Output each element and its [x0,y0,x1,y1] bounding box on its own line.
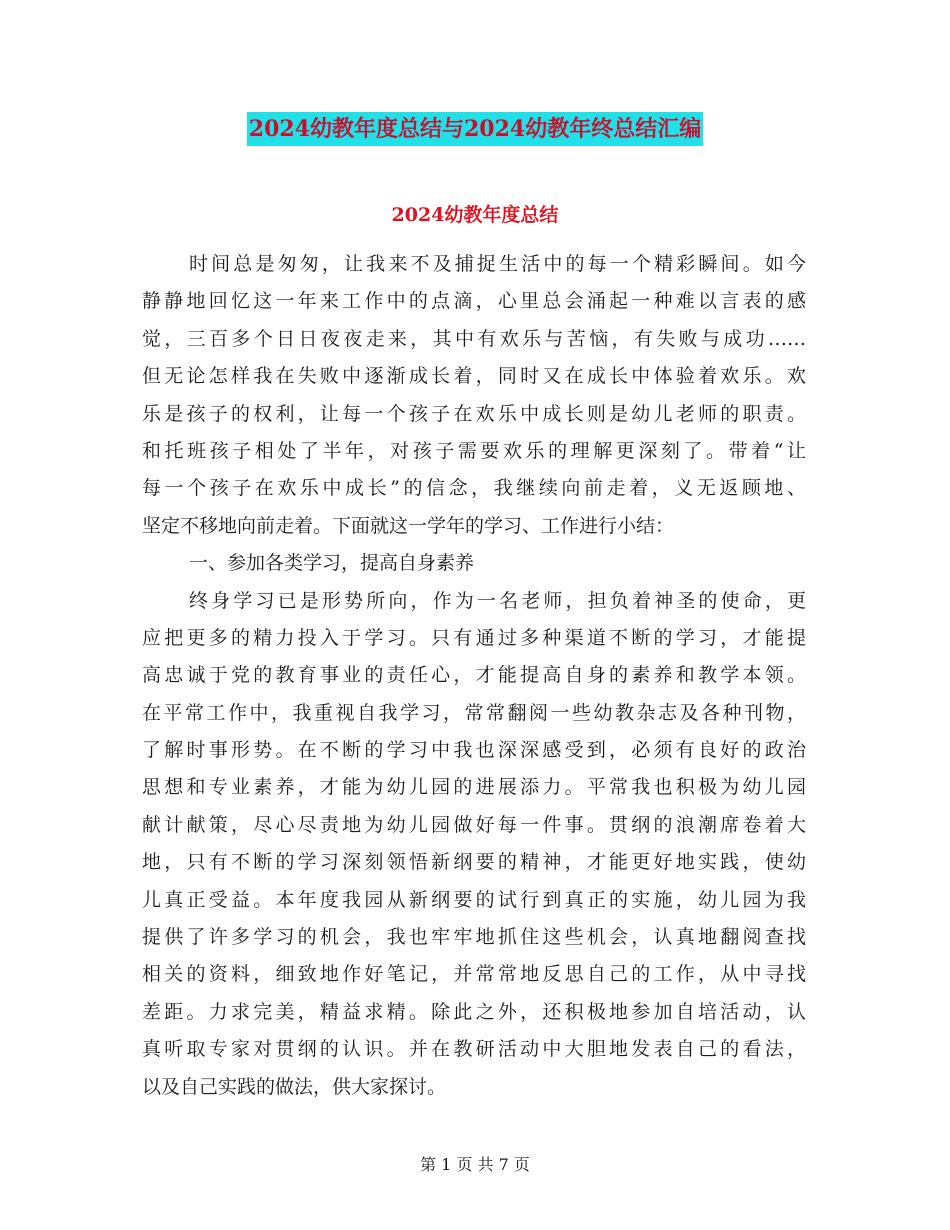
paragraph-line: 乐是孩子的权利，让每一个孩子在欢乐中成长则是幼儿老师的职责。 [142,402,806,425]
page-number-footer: 第 1 页 共 7 页 [420,1155,530,1174]
paragraph-line: 了解时事形势。在不断的学习中我也深深感受到，必须有良好的政治 [142,739,806,762]
document-body [142,246,806,1106]
paragraph-line: 应把更多的精力投入于学习。只有通过多种渠道不断的学习，才能提 [142,626,806,649]
paragraph-line: 在平常工作中，我重视自我学习，常常翻阅一些幼教杂志及各种刊物， [142,701,806,724]
paragraph-line: 提供了许多学习的机会，我也牢牢地抓住这些机会，认真地翻阅查找 [142,926,806,949]
paragraph-line: 儿真正受益。本年度我园从新纲要的试行到真正的实施，幼儿园为我 [142,888,806,911]
paragraph-line: 献计献策，尽心尽责地为幼儿园做好每一件事。贯纲的浪潮席卷着大 [142,813,806,836]
paragraph-line: 以及自己实践的做法，供大家探讨。 [142,1075,447,1098]
paragraph-line: 和托班孩子相处了半年，对孩子需要欢乐的理解更深刻了。带着“让 [142,439,806,462]
paragraph-line: 但无论怎样我在失败中逐渐成长着，同时又在成长中体验着欢乐。欢 [142,365,806,388]
paragraph-line: 每一个孩子在欢乐中成长”的信念，我继续向前走着，义无返顾地、 [142,477,806,500]
paragraph-line: 思想和专业素养，才能为幼儿园的进展添力。平常我也积极为幼儿园 [142,776,806,799]
paragraph-line: 时间总是匆匆，让我来不及捕捉生活中的每一个精彩瞬间。如今 [189,253,806,275]
paragraph-line: 觉，三百多个日日夜夜走来，其中有欢乐与苦恼，有失败与成功…… [142,327,806,350]
document-title-container [0,112,950,146]
paragraph-line: 真听取专家对贯纲的认识。并在教研活动中大胆地发表自己的看法， [142,1038,806,1061]
paragraph-line: 静静地回忆这一年来工作中的点滴，心里总会涌起一种难以言表的感 [142,290,806,313]
section-title: 2024幼教年度总结 [391,204,559,226]
subheading: 一、参加各类学习，提高自身素养 [189,552,475,575]
paragraph-line: 终身学习已是形势所向，作为一名老师，担负着神圣的使命，更 [189,589,806,612]
paragraph-line: 坚定不移地向前走着。下面就这一学年的学习、工作进行小结： [142,514,675,537]
paragraph-line: 地，只有不断的学习深刻领悟新纲要的精神，才能更好地实践，使幼 [142,851,806,874]
document-title: 2024幼教年度总结与2024幼教年终总结汇编 [247,112,703,146]
paragraph-line: 相关的资料，细致地作好笔记，并常常地反思自己的工作，从中寻找 [142,963,806,986]
paragraph-line: 高忠诚于党的教育事业的责任心，才能提高自身的素养和教学本领。 [142,664,806,687]
paragraph-line: 差距。力求完美，精益求精。除此之外，还积极地参加自培活动，认 [142,1000,806,1023]
